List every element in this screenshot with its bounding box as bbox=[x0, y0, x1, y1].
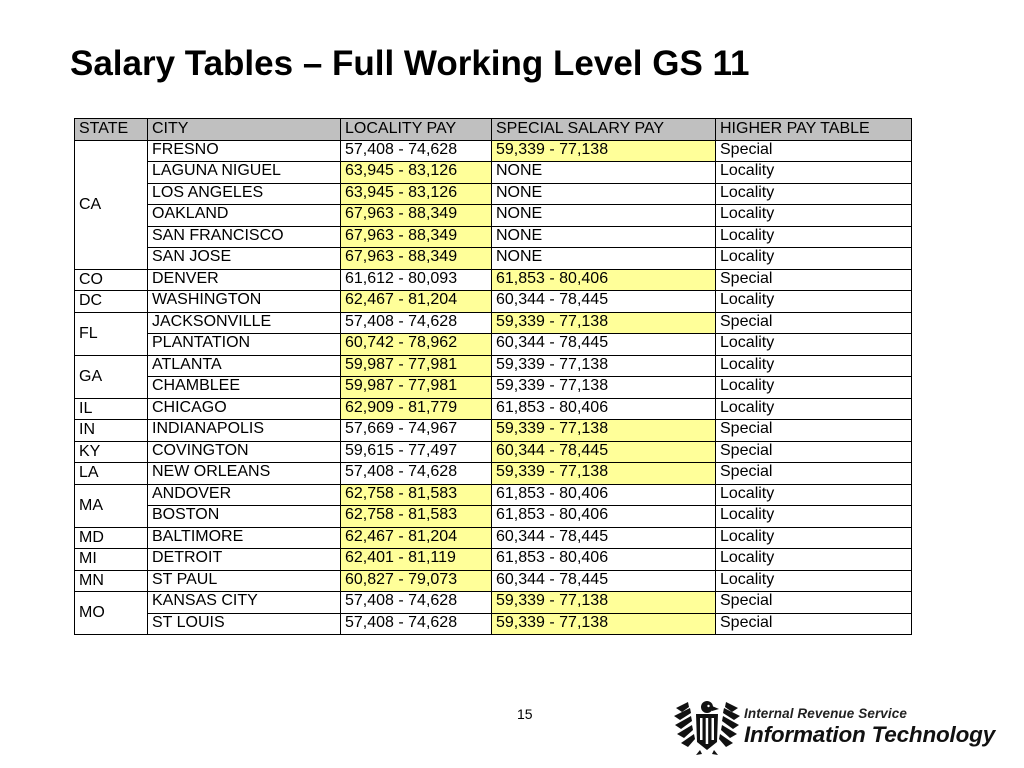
cell-higher-pay-table: Locality bbox=[716, 226, 912, 248]
table-row bbox=[75, 140, 912, 162]
cell-city: DENVER bbox=[148, 269, 341, 291]
table-row bbox=[75, 592, 912, 614]
header-state: STATE bbox=[75, 119, 148, 141]
cell-city: LAGUNA NIGUEL bbox=[148, 162, 341, 184]
cell-special-salary-pay: 60,344 - 78,445 bbox=[492, 291, 716, 313]
cell-city: BALTIMORE bbox=[148, 527, 341, 549]
cell-state: DC bbox=[75, 291, 148, 313]
cell-higher-pay-table: Special bbox=[716, 463, 912, 485]
cell-higher-pay-table: Special bbox=[716, 269, 912, 291]
cell-higher-pay-table: Locality bbox=[716, 355, 912, 377]
cell-city: WASHINGTON bbox=[148, 291, 341, 313]
cell-higher-pay-table: Locality bbox=[716, 183, 912, 205]
table-row bbox=[75, 506, 912, 528]
table-row bbox=[75, 334, 912, 356]
cell-higher-pay-table: Locality bbox=[716, 398, 912, 420]
table-row bbox=[75, 269, 912, 291]
cell-locality-pay: 67,963 - 88,349 bbox=[341, 205, 492, 227]
cell-higher-pay-table: Locality bbox=[716, 570, 912, 592]
table-row bbox=[75, 613, 912, 635]
slide-title: Salary Tables – Full Working Level GS 11 bbox=[70, 44, 750, 83]
table-row bbox=[75, 570, 912, 592]
page-number: 15 bbox=[517, 706, 533, 722]
cell-locality-pay: 62,758 - 81,583 bbox=[341, 506, 492, 528]
cell-locality-pay: 63,945 - 83,126 bbox=[341, 183, 492, 205]
cell-city: NEW ORLEANS bbox=[148, 463, 341, 485]
cell-locality-pay: 59,615 - 77,497 bbox=[341, 441, 492, 463]
cell-special-salary-pay: NONE bbox=[492, 248, 716, 270]
cell-higher-pay-table: Special bbox=[716, 613, 912, 635]
cell-higher-pay-table: Locality bbox=[716, 205, 912, 227]
cell-special-salary-pay: 59,339 - 77,138 bbox=[492, 312, 716, 334]
cell-locality-pay: 57,408 - 74,628 bbox=[341, 312, 492, 334]
cell-special-salary-pay: 60,344 - 78,445 bbox=[492, 527, 716, 549]
cell-special-salary-pay: 61,853 - 80,406 bbox=[492, 398, 716, 420]
cell-locality-pay: 67,963 - 88,349 bbox=[341, 226, 492, 248]
cell-state: MI bbox=[75, 549, 148, 571]
table-row bbox=[75, 441, 912, 463]
cell-city: CHAMBLEE bbox=[148, 377, 341, 399]
irs-it-logo bbox=[672, 698, 995, 756]
cell-state: MD bbox=[75, 527, 148, 549]
irs-eagle-icon bbox=[672, 698, 742, 756]
cell-locality-pay: 57,408 - 74,628 bbox=[341, 140, 492, 162]
cell-locality-pay: 62,758 - 81,583 bbox=[341, 484, 492, 506]
cell-locality-pay: 61,612 - 80,093 bbox=[341, 269, 492, 291]
cell-locality-pay: 59,987 - 77,981 bbox=[341, 377, 492, 399]
header-city: CITY bbox=[148, 119, 341, 141]
cell-city: KANSAS CITY bbox=[148, 592, 341, 614]
cell-higher-pay-table: Special bbox=[716, 140, 912, 162]
cell-special-salary-pay: 59,339 - 77,138 bbox=[492, 463, 716, 485]
cell-city: ST PAUL bbox=[148, 570, 341, 592]
table-row bbox=[75, 226, 912, 248]
cell-state: MN bbox=[75, 570, 148, 592]
cell-special-salary-pay: NONE bbox=[492, 205, 716, 227]
cell-special-salary-pay: 59,339 - 77,138 bbox=[492, 377, 716, 399]
cell-locality-pay: 57,408 - 74,628 bbox=[341, 463, 492, 485]
cell-locality-pay: 60,827 - 79,073 bbox=[341, 570, 492, 592]
table-row bbox=[75, 549, 912, 571]
cell-city: ST LOUIS bbox=[148, 613, 341, 635]
cell-city: SAN FRANCISCO bbox=[148, 226, 341, 248]
cell-higher-pay-table: Special bbox=[716, 420, 912, 442]
cell-special-salary-pay: NONE bbox=[492, 183, 716, 205]
cell-city: PLANTATION bbox=[148, 334, 341, 356]
cell-locality-pay: 62,909 - 81,779 bbox=[341, 398, 492, 420]
cell-state: MO bbox=[75, 592, 148, 635]
cell-special-salary-pay: 61,853 - 80,406 bbox=[492, 506, 716, 528]
cell-state: CO bbox=[75, 269, 148, 291]
table-row bbox=[75, 312, 912, 334]
cell-city: DETROIT bbox=[148, 549, 341, 571]
cell-special-salary-pay: 61,853 - 80,406 bbox=[492, 484, 716, 506]
cell-city: ATLANTA bbox=[148, 355, 341, 377]
header-special-salary-pay: SPECIAL SALARY PAY bbox=[492, 119, 716, 141]
cell-higher-pay-table: Locality bbox=[716, 291, 912, 313]
table-row bbox=[75, 183, 912, 205]
cell-higher-pay-table: Special bbox=[716, 312, 912, 334]
cell-locality-pay: 63,945 - 83,126 bbox=[341, 162, 492, 184]
cell-special-salary-pay: 59,339 - 77,138 bbox=[492, 592, 716, 614]
cell-state: MA bbox=[75, 484, 148, 527]
logo-unit-name: Information Technology bbox=[744, 722, 996, 747]
logo-text bbox=[744, 706, 995, 748]
cell-special-salary-pay: 60,344 - 78,445 bbox=[492, 334, 716, 356]
cell-higher-pay-table: Locality bbox=[716, 506, 912, 528]
header-locality-pay: LOCALITY PAY bbox=[341, 119, 492, 141]
cell-city: CHICAGO bbox=[148, 398, 341, 420]
cell-locality-pay: 57,408 - 74,628 bbox=[341, 592, 492, 614]
table-header-row bbox=[75, 119, 912, 141]
cell-special-salary-pay: 60,344 - 78,445 bbox=[492, 441, 716, 463]
cell-special-salary-pay: NONE bbox=[492, 226, 716, 248]
cell-city: OAKLAND bbox=[148, 205, 341, 227]
cell-locality-pay: 57,408 - 74,628 bbox=[341, 613, 492, 635]
cell-special-salary-pay: 59,339 - 77,138 bbox=[492, 420, 716, 442]
cell-city: BOSTON bbox=[148, 506, 341, 528]
cell-state: FL bbox=[75, 312, 148, 355]
table-row bbox=[75, 248, 912, 270]
logo-org-name: Internal Revenue Service bbox=[744, 706, 907, 721]
cell-locality-pay: 57,669 - 74,967 bbox=[341, 420, 492, 442]
cell-locality-pay: 59,987 - 77,981 bbox=[341, 355, 492, 377]
table-row bbox=[75, 398, 912, 420]
cell-higher-pay-table: Locality bbox=[716, 248, 912, 270]
cell-higher-pay-table: Special bbox=[716, 592, 912, 614]
cell-higher-pay-table: Locality bbox=[716, 334, 912, 356]
cell-higher-pay-table: Locality bbox=[716, 377, 912, 399]
table-row bbox=[75, 484, 912, 506]
table-row bbox=[75, 463, 912, 485]
cell-locality-pay: 62,467 - 81,204 bbox=[341, 291, 492, 313]
cell-special-salary-pay: 61,853 - 80,406 bbox=[492, 549, 716, 571]
cell-special-salary-pay: 59,339 - 77,138 bbox=[492, 140, 716, 162]
table-row bbox=[75, 291, 912, 313]
cell-higher-pay-table: Special bbox=[716, 441, 912, 463]
cell-locality-pay: 62,467 - 81,204 bbox=[341, 527, 492, 549]
cell-special-salary-pay: 59,339 - 77,138 bbox=[492, 355, 716, 377]
table-row bbox=[75, 162, 912, 184]
table-row bbox=[75, 205, 912, 227]
header-higher-pay-table: HIGHER PAY TABLE bbox=[716, 119, 912, 141]
table-row bbox=[75, 377, 912, 399]
cell-city: COVINGTON bbox=[148, 441, 341, 463]
cell-special-salary-pay: 59,339 - 77,138 bbox=[492, 613, 716, 635]
cell-state: GA bbox=[75, 355, 148, 398]
cell-special-salary-pay: 60,344 - 78,445 bbox=[492, 570, 716, 592]
cell-city: SAN JOSE bbox=[148, 248, 341, 270]
table-row bbox=[75, 420, 912, 442]
table-row bbox=[75, 355, 912, 377]
cell-higher-pay-table: Locality bbox=[716, 162, 912, 184]
cell-higher-pay-table: Locality bbox=[716, 549, 912, 571]
cell-higher-pay-table: Locality bbox=[716, 484, 912, 506]
cell-locality-pay: 67,963 - 88,349 bbox=[341, 248, 492, 270]
cell-state: IN bbox=[75, 420, 148, 442]
table-row bbox=[75, 527, 912, 549]
cell-special-salary-pay: 61,853 - 80,406 bbox=[492, 269, 716, 291]
cell-city: FRESNO bbox=[148, 140, 341, 162]
salary-table bbox=[74, 118, 912, 635]
cell-locality-pay: 62,401 - 81,119 bbox=[341, 549, 492, 571]
cell-higher-pay-table: Locality bbox=[716, 527, 912, 549]
cell-city: JACKSONVILLE bbox=[148, 312, 341, 334]
cell-state: LA bbox=[75, 463, 148, 485]
cell-city: LOS ANGELES bbox=[148, 183, 341, 205]
cell-state: IL bbox=[75, 398, 148, 420]
cell-special-salary-pay: NONE bbox=[492, 162, 716, 184]
cell-state: CA bbox=[75, 140, 148, 269]
cell-city: ANDOVER bbox=[148, 484, 341, 506]
table-body bbox=[75, 140, 912, 635]
cell-state: KY bbox=[75, 441, 148, 463]
cell-city: INDIANAPOLIS bbox=[148, 420, 341, 442]
cell-locality-pay: 60,742 - 78,962 bbox=[341, 334, 492, 356]
